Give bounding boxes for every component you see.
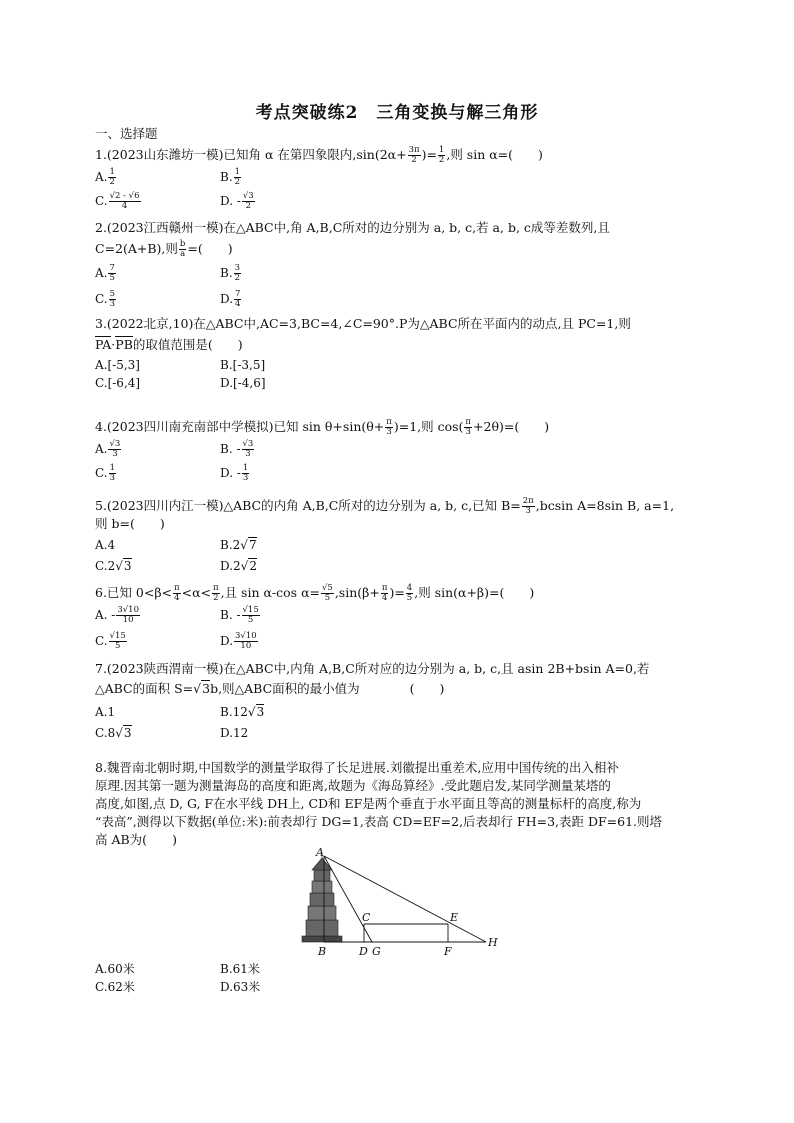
q5-frac xyxy=(522,497,535,516)
q6-d-den: 10 xyxy=(240,641,252,651)
q1-b-label: B. xyxy=(220,170,233,184)
q7-c-radical: √3 xyxy=(115,726,132,740)
q6-b-den: 5 xyxy=(247,615,254,625)
label-point-e: E xyxy=(450,911,459,924)
q1-option-b[interactable] xyxy=(220,168,242,187)
q8-option-b[interactable]: B.61米 xyxy=(220,962,260,976)
q1-frac2-num: 1 xyxy=(438,145,445,155)
q5-option-c[interactable] xyxy=(95,559,132,573)
tower-tier-4 xyxy=(312,881,332,893)
q6-frac3-num: √5 xyxy=(322,583,333,593)
q7-option-b[interactable] xyxy=(220,705,264,719)
q7-b-label: B.12 xyxy=(220,705,248,719)
q5-option-a[interactable]: A.4 xyxy=(95,538,116,552)
q8-option-d[interactable]: D.63米 xyxy=(220,980,261,994)
q7-text-a: △ABC的面积 S= xyxy=(95,681,194,696)
q6-option-a[interactable] xyxy=(95,606,141,625)
q4-a-num: √3 xyxy=(109,439,121,449)
question-4-stem xyxy=(95,418,549,437)
q5-b-radical: √7 xyxy=(240,538,257,552)
q5-frac-den: 3 xyxy=(525,506,531,516)
figure-svg xyxy=(296,848,508,960)
q2-option-a[interactable] xyxy=(95,264,117,283)
q8-option-a[interactable]: A.60米 xyxy=(95,962,135,976)
q2-frac-b-a xyxy=(179,240,186,259)
q4-b-frac xyxy=(242,440,255,459)
q4-option-c[interactable] xyxy=(95,464,117,483)
q1-d-den: 2 xyxy=(245,201,252,211)
q6-b-num: √15 xyxy=(242,605,259,615)
q6-text-c: ,且 sin α-cos α= xyxy=(220,585,320,600)
q2-text-a: C=2(A+B),则 xyxy=(95,241,178,256)
q6-frac3 xyxy=(321,584,334,603)
label-point-b: B xyxy=(318,945,327,958)
tower-tier-3 xyxy=(310,893,334,906)
q4-a-frac xyxy=(108,440,121,459)
label-point-c: C xyxy=(362,911,371,924)
q6-c-den: 5 xyxy=(114,641,121,651)
q4-frac2 xyxy=(464,418,472,437)
q6-a-den: 10 xyxy=(122,615,134,625)
q6-d-frac xyxy=(234,632,258,651)
q1-text-b: )= xyxy=(421,147,437,162)
q5-d-radical: √2 xyxy=(240,559,257,573)
q4-text-c: +2θ)=( ) xyxy=(473,419,550,434)
q2-b-den: 2 xyxy=(234,273,241,283)
geometry-lines xyxy=(324,856,486,942)
q2-c-num: 5 xyxy=(109,289,115,299)
section-heading: 一、选择题 xyxy=(95,126,158,141)
q6-d-label: D. xyxy=(220,634,234,648)
question-3-line2 xyxy=(95,337,243,353)
question-2-line2 xyxy=(95,240,233,259)
q4-c-frac xyxy=(109,464,116,483)
q2-a-label: A. xyxy=(95,266,108,280)
q5-c-radicand: 3 xyxy=(123,559,132,573)
q2-d-frac xyxy=(234,290,241,309)
tower-drawing xyxy=(302,852,342,942)
vector-pa: PA xyxy=(95,337,112,352)
q4-d-den: 3 xyxy=(242,473,249,483)
question-5-line1 xyxy=(95,497,674,516)
q3-text-b: 的取值范围是( ) xyxy=(132,337,243,352)
q6-option-c[interactable] xyxy=(95,632,128,651)
q4-a-label: A. xyxy=(95,442,108,456)
q7-option-a[interactable]: A.1 xyxy=(95,705,116,719)
q2-a-den: 5 xyxy=(109,273,115,283)
q1-d-frac xyxy=(242,192,255,211)
q6-frac4-den: 4 xyxy=(381,593,388,603)
question-1-stem xyxy=(95,146,543,165)
q1-c-label: C. xyxy=(95,194,108,208)
q6-text-d: ,sin(β+ xyxy=(334,585,380,600)
q2-frac-num: b xyxy=(179,239,186,249)
dot-operator: · xyxy=(111,337,116,352)
q6-d-num: 3√10 xyxy=(235,631,257,641)
q6-frac2-num: π xyxy=(213,583,219,593)
q7-radicand: 3 xyxy=(202,681,211,696)
q1-option-d[interactable] xyxy=(220,192,256,211)
question-8-line1: 8.魏晋南北朝时期,中国数学的测量学取得了长足进展.刘徽提出重差术,应用中国传统的出入相补 xyxy=(95,760,619,775)
q2-d-num: 7 xyxy=(235,289,241,299)
q6-text-e: )= xyxy=(389,585,405,600)
q1-d-num: √3 xyxy=(242,191,254,201)
q6-c-label: C. xyxy=(95,634,108,648)
q2-c-frac xyxy=(109,290,116,309)
q2-d-label: D. xyxy=(220,292,234,306)
q6-c-num: √15 xyxy=(109,631,126,641)
label-point-g: G xyxy=(372,945,381,958)
q1-frac-1-2 xyxy=(438,146,445,165)
q1-text-c: ,则 sin α=( ) xyxy=(446,147,543,162)
q4-c-num: 1 xyxy=(109,463,115,473)
q4-text-a: 4.(2023四川南充南部中学模拟)已知 sin θ+sin(θ+ xyxy=(95,419,385,434)
q6-frac1-den: 4 xyxy=(174,593,180,603)
q4-c-den: 3 xyxy=(109,473,115,483)
q2-d-den: 4 xyxy=(235,299,241,309)
q4-option-d[interactable] xyxy=(220,464,250,483)
q6-frac2 xyxy=(212,584,220,603)
q2-b-label: B. xyxy=(220,266,233,280)
q4-frac2-den: 3 xyxy=(465,427,471,437)
q4-d-num: 1 xyxy=(242,463,249,473)
q2-b-frac xyxy=(234,264,241,283)
q5-text-a: 5.(2023四川内江一模)△ABC的内角 A,B,C所对的边分别为 a, b, c,已知 B= xyxy=(95,498,521,513)
page-title: 考点突破练2 三角变换与解三角形 xyxy=(255,103,539,123)
q1-c-frac xyxy=(109,192,141,211)
q5-d-radicand: 2 xyxy=(249,559,257,573)
q2-a-frac xyxy=(108,264,115,283)
q8-option-c[interactable]: C.62米 xyxy=(95,980,135,994)
q6-frac5-den: 5 xyxy=(406,593,413,603)
q2-frac-den: a xyxy=(180,249,186,259)
q6-text-f: ,则 sin(α+β)=( ) xyxy=(414,585,535,600)
q6-option-d[interactable] xyxy=(220,632,259,651)
q3-option-c[interactable]: C.[-6,4] xyxy=(95,376,141,390)
q1-a-label: A. xyxy=(95,170,108,184)
q4-frac1-num: π xyxy=(386,417,392,427)
tower-tier-5 xyxy=(314,870,330,881)
q6-c-frac xyxy=(109,632,127,651)
q1-d-label: D. - xyxy=(220,194,241,208)
question-6-stem xyxy=(95,584,534,603)
q1-frac1-den: 2 xyxy=(411,155,417,165)
q5-option-d[interactable] xyxy=(220,559,257,573)
q3-option-b[interactable]: B.[-3,5] xyxy=(220,358,266,372)
question-8-line4: “表高”,测得以下数据(单位:米):前表却行 DG=1,表高 CD=EF=2,后表却行 FH=3,表距 DF=61.则塔 xyxy=(95,814,663,829)
label-point-f: F xyxy=(444,945,452,958)
q6-a-frac xyxy=(116,606,140,625)
q6-frac1 xyxy=(173,584,181,603)
label-point-a: A xyxy=(316,848,324,859)
q7-c-label: C.8 xyxy=(95,726,116,740)
tower-tier-2 xyxy=(308,906,336,920)
q4-frac2-num: π xyxy=(465,417,472,427)
q2-b-num: 3 xyxy=(234,263,241,273)
q7-c-radicand: 3 xyxy=(123,726,132,740)
q6-frac5-num: 4 xyxy=(406,583,413,593)
question-5-line2: 则 b=( ) xyxy=(95,516,165,531)
tower-measurement-figure xyxy=(296,848,508,960)
q1-frac1-num: 3π xyxy=(408,145,420,155)
q1-a-frac xyxy=(108,168,115,187)
question-8-line2: 原理.因其第一题为测量海岛的高度和距离,故题为《海岛算经》.受此题启发,某同学测量某塔的 xyxy=(95,778,611,793)
q6-frac1-num: π xyxy=(174,583,180,593)
q5-b-label: B.2 xyxy=(220,538,241,552)
q1-frac2-den: 2 xyxy=(438,155,445,165)
q2-c-label: C. xyxy=(95,292,108,306)
q1-option-a[interactable] xyxy=(95,168,117,187)
q1-a-den: 2 xyxy=(109,177,115,187)
question-2-line1: 2.(2023江西赣州一模)在△ABC中,角 A,B,C所对的边分别为 a, b, c,若 a, b, c成等差数列,且 xyxy=(95,220,610,235)
q7-b-radical: √3 xyxy=(247,705,265,719)
q6-text-b: <α< xyxy=(181,585,212,600)
q4-frac1 xyxy=(385,418,393,437)
q6-frac4-num: π xyxy=(381,583,388,593)
q2-text-b: =( ) xyxy=(187,241,233,256)
q1-a-num: 1 xyxy=(109,167,115,177)
q4-text-b: )=1,则 cos( xyxy=(393,419,464,434)
q6-b-frac xyxy=(242,606,260,625)
q1-b-frac xyxy=(234,168,241,187)
q4-b-num: √3 xyxy=(242,439,254,449)
q6-frac3-den: 5 xyxy=(324,593,331,603)
q3-option-a[interactable]: A.[-5,3] xyxy=(95,358,140,372)
q5-c-label: C.2 xyxy=(95,559,116,573)
q5-c-radical: √3 xyxy=(115,559,132,573)
q5-option-b[interactable] xyxy=(220,538,257,552)
q2-option-c[interactable] xyxy=(95,290,117,309)
q4-d-label: D. - xyxy=(220,466,241,480)
q6-frac5 xyxy=(406,584,413,603)
question-7-line1: 7.(2023陕西渭南一模)在△ABC中,内角 A,B,C所对应的边分别为 a, b, c,且 asin 2B+bsin A=0,若 xyxy=(95,661,650,676)
q2-option-d[interactable] xyxy=(220,290,242,309)
q7-option-d[interactable]: D.12 xyxy=(220,726,249,740)
q2-option-b[interactable] xyxy=(220,264,242,283)
q1-b-num: 1 xyxy=(234,167,241,177)
vector-pb: PB xyxy=(115,337,133,352)
q6-a-num: 3√10 xyxy=(117,605,139,615)
q1-c-den: 4 xyxy=(121,201,128,211)
q5-b-radicand: 7 xyxy=(248,538,257,552)
q7-option-c[interactable] xyxy=(95,726,132,740)
question-3-line1: 3.(2022北京,10)在△ABC中,AC=3,BC=4,∠C=90°.P为△ABC所在平面内的动点,且 PC=1,则 xyxy=(95,316,631,331)
q4-b-label: B. - xyxy=(220,442,241,456)
question-8-line5: 高 AB为( ) xyxy=(95,832,177,847)
q4-frac1-den: 3 xyxy=(386,427,392,437)
q5-text-b: ,bcsin A=8sin B, a=1, xyxy=(535,498,675,513)
q4-b-den: 3 xyxy=(245,449,251,459)
q7-b-radicand: 3 xyxy=(256,705,265,719)
q2-c-den: 3 xyxy=(109,299,115,309)
tower-roof xyxy=(312,858,332,870)
q4-option-a[interactable] xyxy=(95,440,122,459)
q6-frac2-den: 2 xyxy=(213,593,219,603)
q1-option-c[interactable] xyxy=(95,192,142,211)
q4-d-frac xyxy=(242,464,249,483)
q6-text-a: 6.已知 0<β< xyxy=(95,585,173,600)
q5-frac-num: 2π xyxy=(522,496,534,506)
q5-d-label: D.2 xyxy=(220,559,241,573)
q6-option-b[interactable] xyxy=(220,606,261,625)
tower-base xyxy=(302,936,342,942)
q4-c-label: C. xyxy=(95,466,108,480)
q1-c-num: √2 - √6 xyxy=(109,191,140,201)
q1-b-den: 2 xyxy=(234,177,241,187)
q1-frac-3pi-2 xyxy=(408,146,421,165)
question-7-line2 xyxy=(95,681,444,697)
q7-text-b: b,则△ABC面积的最小值为 ( ) xyxy=(210,681,445,696)
q4-a-den: 3 xyxy=(112,449,118,459)
label-point-d: D xyxy=(359,945,368,958)
q6-frac4 xyxy=(381,584,389,603)
q6-b-label: B. - xyxy=(220,608,241,622)
tower-tier-1 xyxy=(306,920,338,936)
q4-option-b[interactable] xyxy=(220,440,255,459)
q3-option-d[interactable]: D.[-4,6] xyxy=(220,376,266,390)
q6-a-label: A. - xyxy=(95,608,116,622)
q2-a-num: 7 xyxy=(109,263,115,273)
question-8-line3: 高度,如图,点 D, G, F在水平线 DH上, CD和 EF是两个垂直于水平面且等高的测量标杆的高度,称为 xyxy=(95,796,642,811)
q7-radical: √3 xyxy=(193,681,211,696)
label-point-h: H xyxy=(488,936,498,949)
q1-text-a: 1.(2023山东潍坊一模)已知角 α 在第四象限内,sin(2α+ xyxy=(95,147,407,162)
